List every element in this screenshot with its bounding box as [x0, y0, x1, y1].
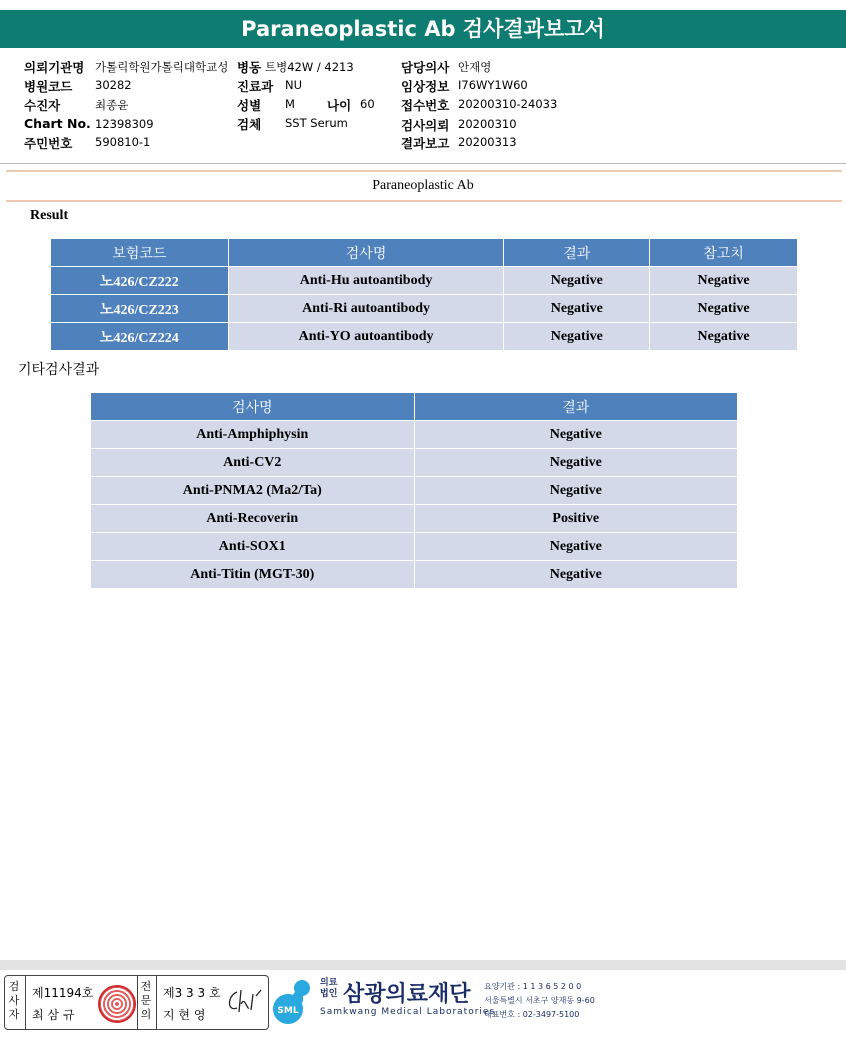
test-name: Anti-PNMA2 (Ma2/Ta)	[91, 477, 415, 505]
column-header: 보험코드	[51, 239, 229, 267]
org-type: 의료 법인	[320, 978, 338, 999]
sex-label: 성별	[237, 98, 262, 113]
insurance-code: 노426/CZ222	[51, 267, 229, 295]
clinical-value: I76WY1W60	[458, 78, 528, 92]
specialist-label: 전문의	[140, 980, 152, 1021]
divider	[137, 976, 138, 1029]
column-header: 결과	[504, 239, 650, 267]
test-name: Anti-Amphiphysin	[91, 421, 415, 449]
column-header: 검사명	[91, 393, 415, 421]
signature-box	[4, 975, 269, 1030]
divider	[6, 200, 842, 202]
age-value: 60	[360, 97, 375, 111]
request-value: 20200310	[458, 117, 517, 131]
request-label: 검사의뢰	[401, 118, 450, 133]
column-header: 검사명	[228, 239, 504, 267]
test-name: Anti-SOX1	[91, 533, 415, 561]
ward-value: 트병42W / 4213	[265, 60, 354, 74]
specialist-license: 제3 3 3 호	[163, 986, 221, 1000]
sml-logo-icon	[272, 977, 318, 1027]
table-row	[91, 477, 738, 505]
test-result: Negative	[414, 533, 737, 561]
column-header: 결과	[414, 393, 737, 421]
inspector-name: 최 삼 규	[32, 1008, 75, 1022]
ward-label: 병동	[237, 60, 262, 75]
other-results-table	[90, 392, 738, 589]
specialist-name: 지 현 영	[163, 1008, 206, 1022]
divider	[25, 976, 26, 1029]
test-result: Negative	[414, 449, 737, 477]
inspector-label: 검사자	[8, 980, 20, 1021]
test-name: Anti-Ri autoantibody	[228, 295, 504, 323]
table-row	[91, 449, 738, 477]
test-result: Negative	[504, 267, 650, 295]
patient-value: 최종윤	[95, 98, 129, 112]
code-label: 병원코드	[24, 79, 73, 94]
table-row	[91, 561, 738, 589]
receipt-label: 접수번호	[401, 98, 450, 113]
test-name: Anti-CV2	[91, 449, 415, 477]
test-result: Positive	[414, 505, 737, 533]
test-result: Negative	[414, 477, 737, 505]
doctor-value: 안재영	[458, 60, 492, 74]
id-value: 590810-1	[95, 135, 151, 149]
divider	[156, 976, 157, 1029]
section-title: Paraneoplastic Ab	[372, 178, 474, 193]
result-heading: Result	[30, 208, 69, 223]
code-value: 30282	[95, 78, 132, 92]
divider	[0, 163, 846, 164]
hospital-label: 의뢰기관명	[24, 60, 85, 75]
dept-value: NU	[285, 78, 303, 92]
table-row	[91, 421, 738, 449]
sex-value: M	[285, 97, 295, 111]
test-name: Anti-Recoverin	[91, 505, 415, 533]
insurance-code: 노426/CZ224	[51, 323, 229, 351]
specimen-value: SST Serum	[285, 116, 348, 130]
test-result: Negative	[414, 561, 737, 589]
test-result: Negative	[504, 295, 650, 323]
official-seal-icon	[98, 985, 136, 1023]
org-address: 서울특별시 서초구 양재동 9-60	[484, 996, 595, 1005]
chart-value: 12398309	[95, 117, 154, 131]
report-title: Paraneoplastic Ab 검사결과보고서	[0, 10, 846, 48]
receipt-value: 20200310-24033	[458, 97, 558, 111]
table-row	[91, 505, 738, 533]
report-date-value: 20200313	[458, 135, 517, 149]
hospital-value: 가톨릭학원가톨릭대학교성	[95, 60, 229, 74]
clinical-label: 임상정보	[401, 79, 450, 94]
patient-label: 수진자	[24, 98, 61, 113]
insurance-code: 노426/CZ223	[51, 295, 229, 323]
org-name: 삼광의료재단	[343, 982, 471, 1007]
reference-value: Negative	[650, 295, 798, 323]
lab-logo	[272, 977, 595, 1027]
divider	[6, 170, 842, 172]
chart-label: Chart No.	[24, 116, 91, 131]
report-date-label: 결과보고	[401, 136, 450, 151]
table-row	[51, 323, 798, 351]
table-row	[51, 295, 798, 323]
column-header: 참고치	[650, 239, 798, 267]
test-result: Negative	[414, 421, 737, 449]
table-row	[51, 267, 798, 295]
test-name: Anti-YO autoantibody	[228, 323, 504, 351]
specimen-label: 검체	[237, 117, 262, 132]
age-label: 나이	[327, 98, 352, 113]
result-table	[50, 238, 798, 351]
doctor-label: 담당의사	[401, 60, 450, 75]
other-results-heading: 기타검사결과	[18, 362, 100, 378]
dept-label: 진료과	[237, 79, 274, 94]
care-number: 요양기관 : 1 1 3 6 5 2 0 0	[484, 982, 582, 991]
signature-icon	[223, 986, 263, 1016]
org-english-name: Samkwang Medical Laboratories	[320, 1007, 496, 1017]
org-phone: 대표번호 : 02-3497-5100	[484, 1010, 580, 1019]
id-label: 주민번호	[24, 136, 73, 151]
inspector-license: 제11194호	[32, 986, 94, 1000]
test-name: Anti-Hu autoantibody	[228, 267, 504, 295]
reference-value: Negative	[650, 267, 798, 295]
reference-value: Negative	[650, 323, 798, 351]
test-result: Negative	[504, 323, 650, 351]
test-name: Anti-Titin (MGT-30)	[91, 561, 415, 589]
footer-band	[0, 960, 846, 970]
table-row	[91, 533, 738, 561]
logo-mark-text: SML	[277, 1006, 299, 1016]
